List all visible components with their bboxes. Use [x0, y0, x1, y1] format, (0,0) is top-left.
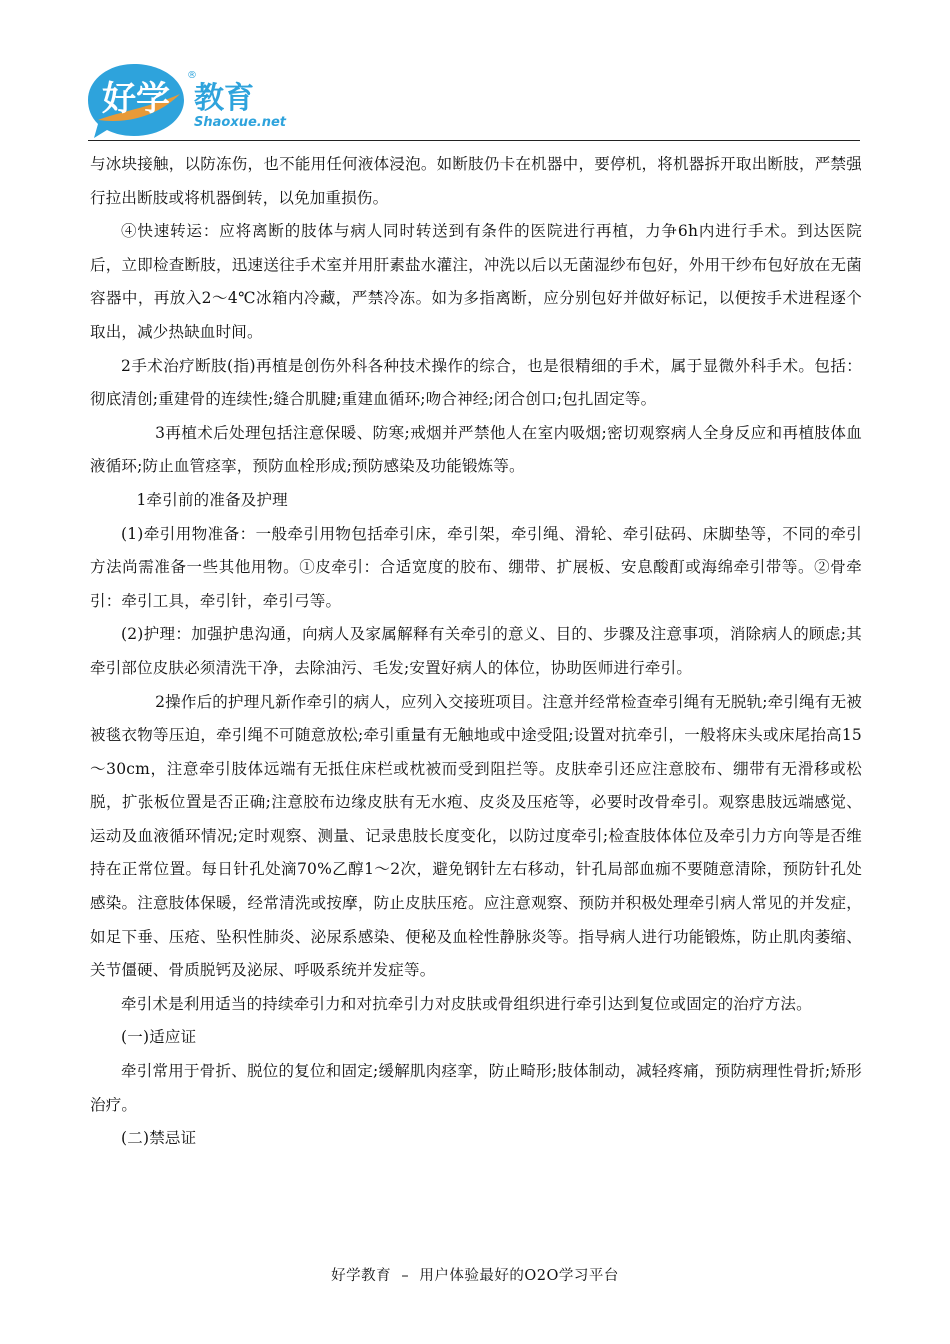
header-divider [88, 140, 860, 141]
paragraph-continuation: 与冰块接触，以防冻伤，也不能用任何液体浸泡。如断肢仍卡在机器中，要停机，将机器拆开取出断肢，严禁强行拉出断肢或将机器倒转，以免加重损伤。 [90, 155, 862, 207]
logo-secondary-text: 教育 [194, 81, 254, 116]
section-heading-contraindications: (二)禁忌证 [121, 1129, 197, 1148]
paragraph-surgical-treatment: 2手术治疗断肢(指)再植是创伤外科各种技术操作的综合，也是很精细的手术，属于显微外科手术。包括：彻底清创;重建骨的连续性;缝合肌腱;重建血循环;吻合神经;闭合创口;包扎固定等。 [90, 356, 862, 409]
logo-registered-mark: ® [187, 70, 197, 81]
paragraph-indications: 牵引常用于骨折、脱位的复位和固定;缓解肌肉痉挛，防止畸形;肢体制动，减轻疼痛，预防病理性骨折;矫形治疗。 [90, 1062, 862, 1114]
footer-slogan: 好学教育 – 用户体验最好的O2O学习平台 [331, 1268, 619, 1284]
paragraph-postop-care: 3再植术后处理包括注意保暖、防寒;戒烟并严禁他人在室内吸烟;密切观察病人全身反应和再植肢体血液循环;防止血管痉挛，预防血栓形成;预防感染及功能锻炼等。 [90, 423, 862, 476]
paragraph-rapid-transport: ④快速转运：应将离断的肢体与病人同时转送到有条件的医院进行再植，力争6h内进行手术。到达医院后，立即检查断肢，迅速送往手术室并用肝素盐水灌注，冲洗以后以无菌湿纱布包好，外用干纱布包好放在无菌容器中，再放入2～4℃冰箱内冷藏，严禁冷冻。如为多指离断，应分别包好并做好标记，以便按手术进程逐个取出，减少热缺血时间。 [90, 222, 862, 341]
section-heading-indications: (一)适应证 [121, 1028, 197, 1047]
paragraph-post-procedure-care: 2操作后的护理凡新作牵引的病人，应列入交接班项目。注意并经常检查牵引绳有无脱轨;牵引绳有无被被毯衣物等压迫，牵引绳不可随意放松;牵引重量有无触地或中途受阻;设置对抗牵引，一般将床头或床尾抬高15～30cm，注意牵引肢体远端有无抵住床栏或枕被而受到阻拦等。皮肤牵引还应注意胶布、绷带有无滑移或松脱，扩张板位置是否正确;注意胶布边缘皮肤有无水疱、皮炎及压疮等，必要时改骨牵引。观察患肢远端感觉、运动及血液循环情况;定时观察、测量、记录患肢长度变化，以防过度牵引;检查肢体体位及牵引力方向等是否维持在正常位置。每日针孔处滴70%乙醇1～2次，避免钢针左右移动，针孔局部血痂不要随意清除，预防针孔处感染。注意肢体保暖，经常清洗或按摩，防止皮肤压疮。应注意观察、预防并积极处理牵引病人常见的并发症，如足下垂、压疮、坠积性肺炎、泌尿系感染、便秘及血栓性静脉炎等。指导病人进行功能锻炼，防止肌肉萎缩、关节僵硬、骨质脱钙及泌尿、呼吸系统并发症等。 [90, 692, 862, 980]
paragraph-traction-nursing: (2)护理：加强护患沟通，向病人及家属解释有关牵引的意义、目的、步骤及注意事项，消除病人的顾虑;其牵引部位皮肤必须清洗干净，去除油污、毛发;安置好病人的体位，协助医师进行牵引。 [90, 625, 862, 677]
page-footer [0, 1264, 950, 1284]
logo-url-text: Shaoxue.net [194, 115, 287, 130]
haoxue-logo-graphic [88, 58, 288, 140]
logo-main-text: 好学 [102, 79, 170, 119]
section-heading-traction-prep: 1牵引前的准备及护理 [136, 490, 288, 509]
document-body [90, 148, 862, 1156]
page-header [0, 0, 950, 142]
paragraph-traction-supplies: (1)牵引用物准备：一般牵引用物包括牵引床，牵引架，牵引绳、滑轮、牵引砝码、床脚垫等，不同的牵引方法尚需准备一些其他用物。①皮牵引：合适宽度的胶布、绷带、扩展板、安息酸酊或海绵牵引带等。②骨牵引：牵引工具，牵引针，牵引弓等。 [90, 524, 862, 610]
paragraph-traction-definition: 牵引术是利用适当的持续牵引力和对抗牵引力对皮肤或骨组织进行牵引达到复位或固定的治疗方法。 [121, 994, 812, 1013]
haoxue-logo [88, 58, 288, 140]
